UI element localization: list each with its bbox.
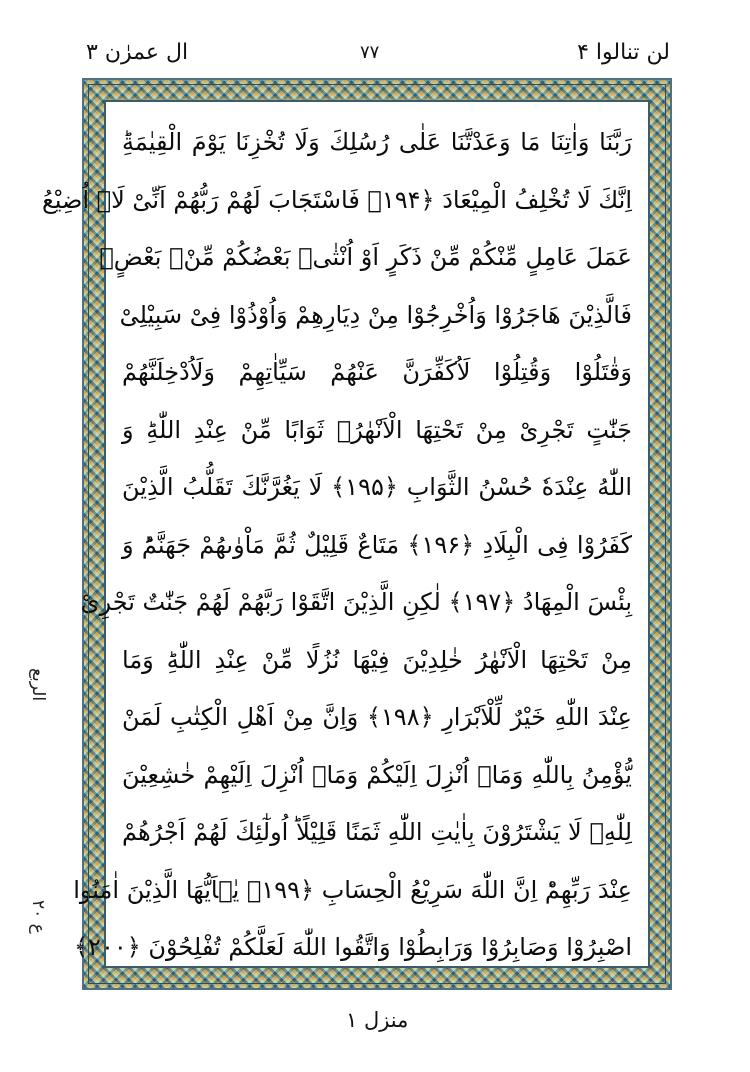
page-number: ۷۷ bbox=[360, 42, 380, 63]
verse-text-area bbox=[41, 100, 650, 968]
verse-line: عِنْدَ رَبِّهِمْؕ اِنَّ اللّٰهَ سَرِيْعُ الْحِسَابِ ﴿۱۹۹﴾ يٰۤاَيُّهَا الَّذِيْنَ اٰمَنُوا bbox=[73, 875, 632, 904]
margin-ruku-marker: الربع bbox=[28, 668, 48, 702]
verse-line: يُّؤْمِنُ بِاللّٰهِ وَمَاۤ اُنْزِلَ اِلَيْكُمْ وَمَاۤ اُنْزِلَ اِلَيْهِمْ خٰشِعِيْنَ bbox=[122, 760, 632, 789]
verse-line: بِئْسَ الْمِهَادُ ﴿۱۹۷﴾ لٰكِنِ الَّذِيْنَ اتَّقَوْا رَبَّهُمْ لَهُمْ جَنّٰتٌ تَجْرِیْ bbox=[80, 588, 632, 616]
verse-line: وَقٰتَلُوْا وَقُتِلُوْا لَاُكَفِّرَنَّ عَنْهُمْ سَيِّاٰتِهِمْ وَلَاُدْخِلَنَّهُمْ bbox=[122, 358, 632, 386]
ornamental-border bbox=[41, 78, 672, 990]
verse-line: لِلّٰهِۙ لَا يَشْتَرُوْنَ بِاٰيٰتِ اللّٰهِ ثَمَنًا قَلِيْلًاؕ اُولٰٓئِكَ لَهُمْ اَجْرُهُمْ bbox=[122, 818, 632, 846]
verse-line: اِنَّكَ لَا تُخْلِفُ الْمِيْعَادَ ﴿۱۹۴﴾ فَاسْتَجَابَ لَهُمْ رَبُّهُمْ اَنِّیْ لَاۤ اُضِيْعُ bbox=[41, 185, 632, 214]
verse-line: رَبَّنَا وَاٰتِنَا مَا وَعَدْتَّنَا عَلٰی رُسُلِكَ وَلَا تُخْزِنَا يَوْمَ الْقِيٰمَةِؕ bbox=[122, 128, 632, 156]
verse-line: اصْبِرُوْا وَصَابِرُوْا وَرَابِطُوْا وَاتَّقُوا اللّٰهَ لَعَلَّكُمْ تُفْلِحُوْنَ ﴿۲۰۰﴾ bbox=[73, 933, 632, 961]
verse-line: عَمَلَ عَامِلٍ مِّنْكُمْ مِّنْ ذَكَرٍ اَوْ اُنْثٰیۚ بَعْضُكُمْ مِّنْۢ بَعْضٍۚ bbox=[99, 243, 632, 271]
verse-line: جَنّٰتٍ تَجْرِیْ مِنْ تَحْتِهَا الْاَنْهٰرُۚ ثَوَابًا مِّنْ عِنْدِ اللّٰهِؕ وَ bbox=[122, 415, 632, 444]
margin-ruku-count: ع ۲۰ bbox=[28, 900, 48, 934]
manzil-label: منزل ۱ bbox=[346, 1008, 409, 1032]
verse-line: عِنْدَ اللّٰهِ خَيْرٌ لِّلْاَبْرَارِ ﴿۱۹۸﴾ وَاِنَّ مِنْ اَهْلِ الْكِتٰبِ لَمَنْ bbox=[122, 703, 632, 731]
surah-title: ال عمرٰن ۳ bbox=[86, 40, 189, 65]
verse-line: كَفَرُوْا فِی الْبِلَادِ ﴿۱۹۶﴾ مَتَاعٌ قَلِيْلٌ ثُمَّ مَاْوٰىهُمْ جَهَنَّمُؕ وَ bbox=[122, 530, 632, 559]
juz-title: لن تنالوا ۴ bbox=[577, 40, 670, 65]
verse-line: اللّٰهُ عِنْدَهٗ حُسْنُ الثَّوَابِ ﴿۱۹۵﴾ لَا يَغُرَّنَّكَ تَقَلُّبُ الَّذِيْنَ bbox=[122, 473, 632, 501]
verse-line: فَالَّذِيْنَ هَاجَرُوْا وَاُخْرِجُوْا مِنْ دِيَارِهِمْ وَاُوْذُوْا فِیْ سَبِيْلِیْ bbox=[119, 300, 632, 329]
verse-line: مِنْ تَحْتِهَا الْاَنْهٰرُ خٰلِدِيْنَ فِيْهَا نُزُلًا مِّنْ عِنْدِ اللّٰهِؕ وَمَا bbox=[122, 645, 632, 674]
